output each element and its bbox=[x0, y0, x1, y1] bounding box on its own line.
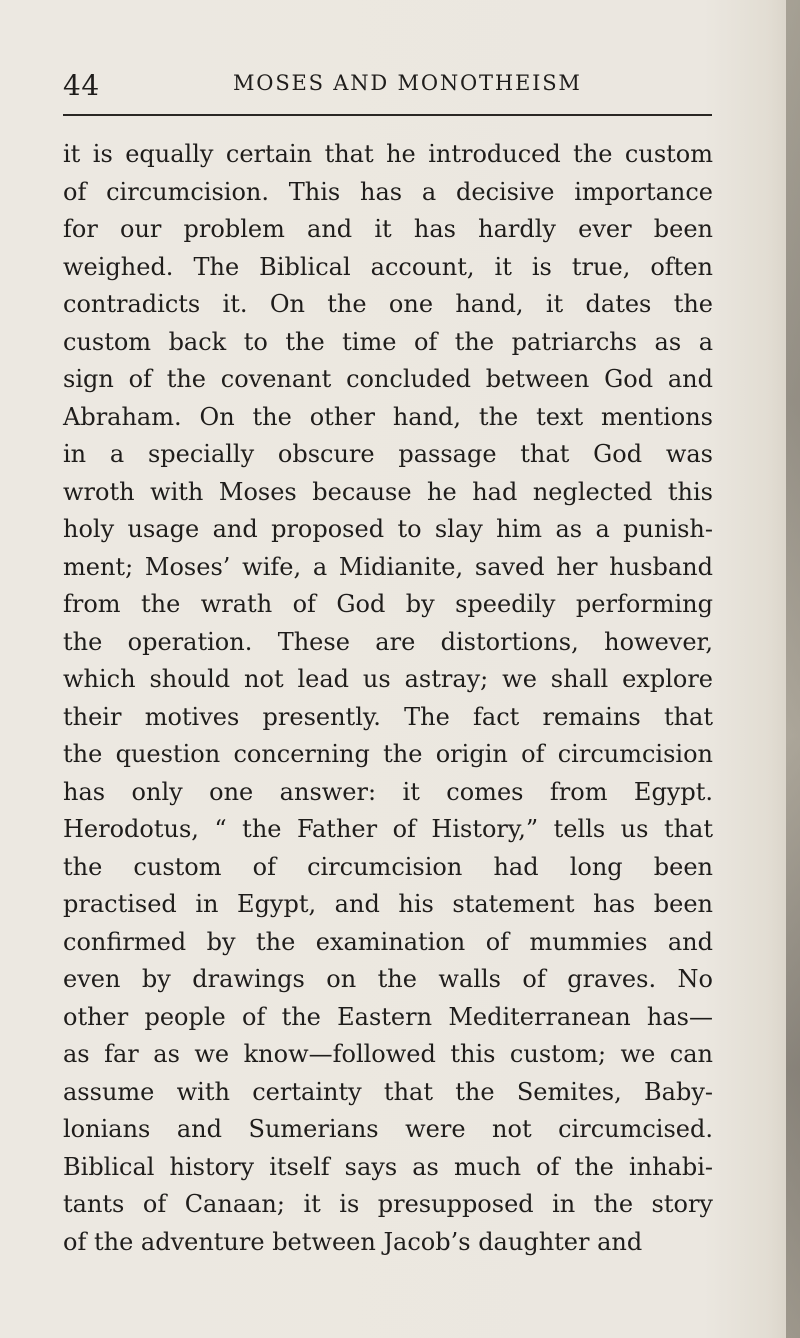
text-line: it is equally certain that he introduced the custom bbox=[63, 140, 713, 168]
header-rule bbox=[63, 114, 712, 116]
text-line: the custom of circumcision had long been bbox=[63, 852, 713, 881]
text-line: contradicts it. On the one hand, it dates the bbox=[63, 290, 713, 318]
text-line: holy usage and proposed to slay him as a punish- bbox=[63, 515, 713, 543]
page-number: 44 bbox=[63, 69, 100, 102]
page-edge-shadow bbox=[786, 0, 800, 1338]
body-text bbox=[63, 136, 713, 1261]
text-line: weighed. The Biblical account, it is true, often bbox=[63, 252, 713, 281]
text-line: Abraham. On the other hand, the text mentions bbox=[63, 402, 713, 431]
text-line: confirmed by the examination of mummies and bbox=[63, 927, 713, 956]
text-line: even by drawings on the walls of graves. No bbox=[63, 965, 713, 993]
text-line: custom back to the time of the patriarchs as a bbox=[63, 327, 713, 356]
running-title: MOSES AND MONOTHEISM bbox=[233, 71, 582, 95]
text-line: the question concerning the origin of circumcision bbox=[63, 740, 713, 768]
text-line: of the adventure between Jacob’s daughter and bbox=[63, 1227, 643, 1256]
text-line: which should not lead us astray; we shall explore bbox=[63, 665, 713, 693]
text-line: their motives presently. The fact remains that bbox=[63, 702, 713, 731]
text-line: lonians and Sumerians were not circumcised. bbox=[63, 1115, 713, 1143]
text-line: as far as we know—followed this custom; we can bbox=[63, 1040, 713, 1068]
text-line: practised in Egypt, and his statement has been bbox=[63, 890, 713, 918]
text-line: sign of the covenant concluded between God and bbox=[63, 365, 713, 393]
text-line: wroth with Moses because he had neglected this bbox=[63, 477, 713, 506]
text-line: from the wrath of God by speedily performing bbox=[63, 590, 713, 618]
text-line: the operation. These are distortions, however, bbox=[63, 627, 713, 656]
page-header bbox=[63, 63, 713, 103]
text-line: of circumcision. This has a decisive importance bbox=[63, 177, 713, 206]
text-line: ment; Moses’ wife, a Midianite, saved her husband bbox=[63, 552, 713, 581]
text-line: tants of Canaan; it is presupposed in the story bbox=[63, 1190, 713, 1218]
text-line: assume with certainty that the Semites, Baby- bbox=[63, 1077, 713, 1106]
text-line: other people of the Eastern Mediterranean has— bbox=[63, 1002, 713, 1031]
text-line: Herodotus, “ the Father of History,” tells us that bbox=[63, 815, 713, 843]
text-line: in a specially obscure passage that God was bbox=[63, 440, 713, 468]
text-line: Biblical history itself says as much of the inhabi- bbox=[63, 1152, 713, 1181]
text-line: for our problem and it has hardly ever been bbox=[63, 215, 713, 243]
text-line: has only one answer: it comes from Egypt. bbox=[63, 777, 713, 806]
